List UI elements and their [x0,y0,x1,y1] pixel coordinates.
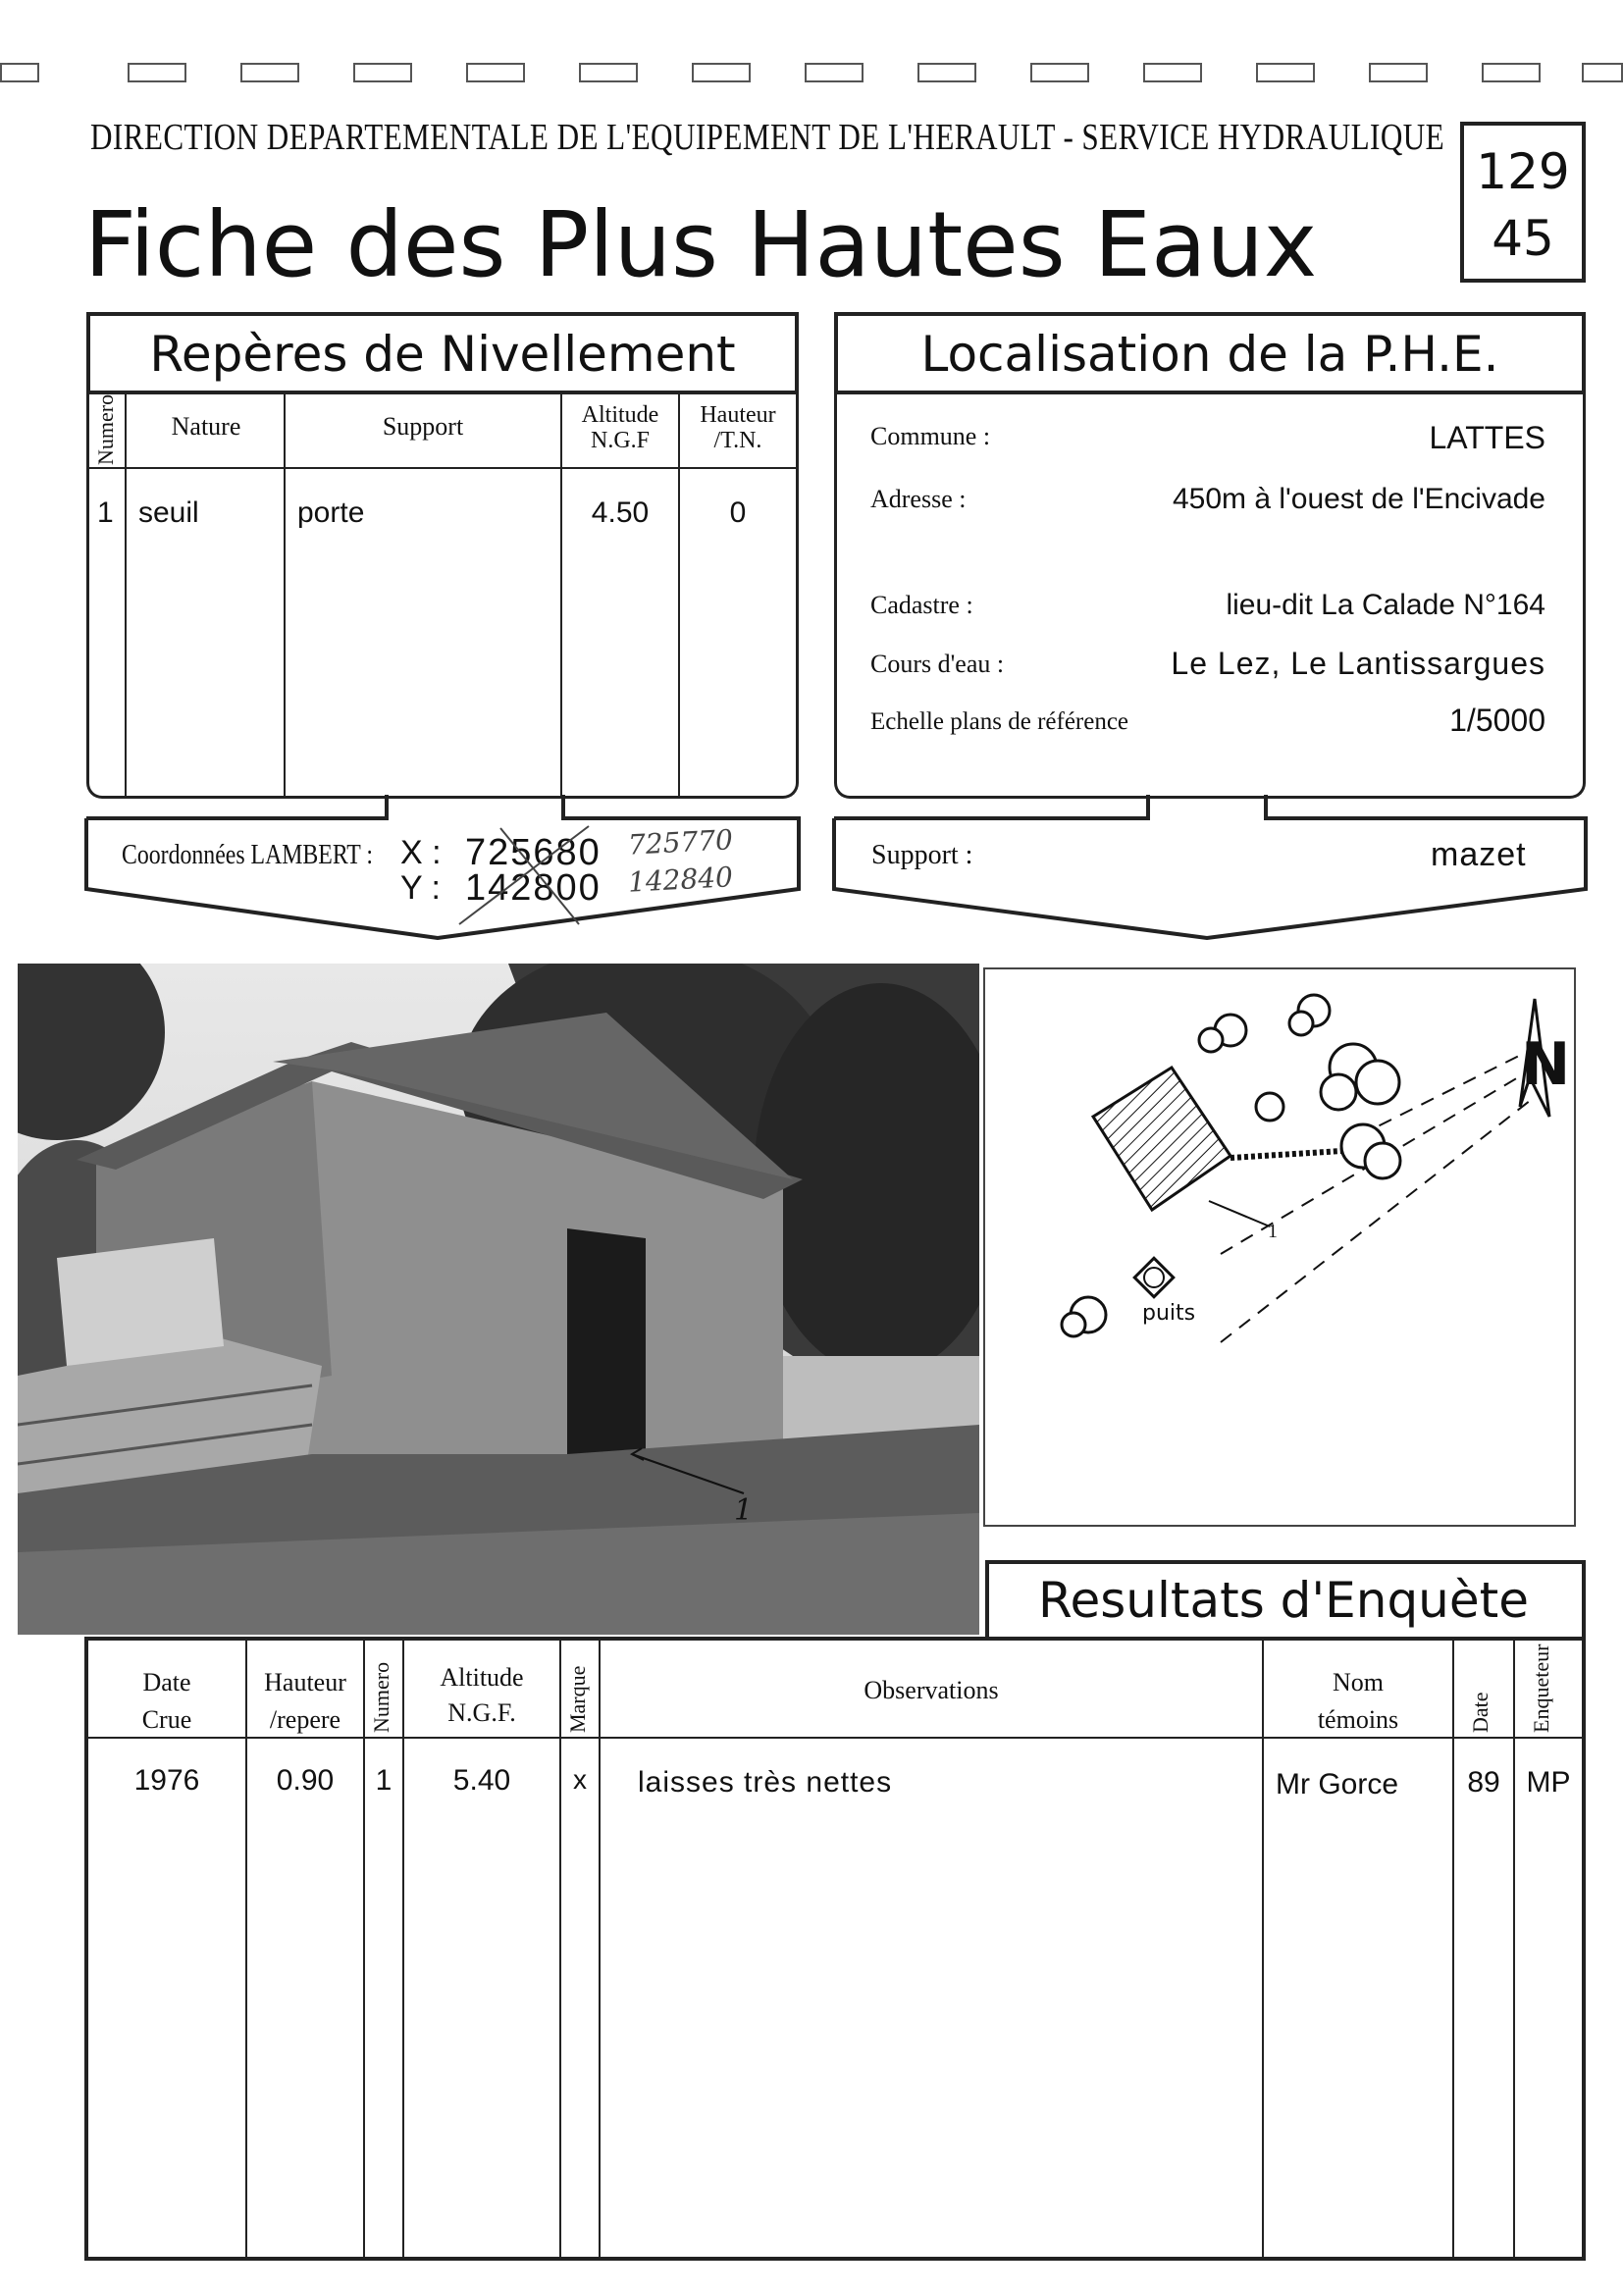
col-marque: Marque [565,1665,590,1733]
col-date-crue-line1: Date [142,1668,191,1696]
col-hauteur [247,1664,363,1739]
col-hauteur [680,402,796,453]
perforation [353,63,412,82]
col-hauteur-line1: Hauteur [264,1668,346,1696]
y-handwritten: 142840 [627,861,734,899]
col-observations: Observations [864,1676,999,1704]
site-photograph [18,964,979,1635]
row-enqueteur: MP [1526,1766,1571,1799]
row-nature: seuil [138,496,199,529]
row-marque: x [573,1764,587,1795]
row-altitude: 4.50 [591,496,650,529]
photo-marker: 1 [734,1493,754,1528]
col-hauteur-line1: Hauteur [700,402,776,428]
department-header: DIRECTION DEPARTEMENTALE DE L'EQUIPEMENT DE L'HERAULT - SERVICE HYDRAULIQUE [90,117,1445,158]
page-title: Fiche des Plus Hautes Eaux [84,192,1318,297]
divider [284,394,286,797]
row-support: porte [297,496,365,529]
col-altitude-line2: N.G.F. [447,1698,516,1727]
divider [678,394,680,797]
localisation-heading-box [834,312,1586,394]
row-date: 89 [1467,1766,1500,1799]
col-altitude-line2: N.G.F [590,428,650,453]
adresse-label: Adresse : [870,485,967,513]
north-label: N [1521,1030,1571,1099]
cadastre-value: lieu-dit La Calade N°164 [1226,589,1545,621]
perforation [1582,63,1623,82]
row-numero: 1 [97,496,114,529]
divider [1513,1641,1515,2257]
col-date-crue-line2: Crue [141,1705,192,1734]
col-nom-temoins [1264,1664,1452,1739]
perforation [1030,63,1089,82]
cours-label: Cours d'eau : [870,650,1005,678]
col-altitude [562,402,678,453]
y-value: 142800 [465,867,602,909]
plan-drawing [985,969,1574,1525]
row-hauteur: 0 [729,496,747,529]
divider [402,1641,404,2257]
adresse-value: 450m à l'ouest de l'Encivade [1172,483,1545,515]
col-support: Support [382,412,464,441]
divider [125,394,127,797]
cadastre-label: Cadastre : [870,591,973,619]
perforation [579,63,638,82]
x-handwritten: 725770 [627,823,734,861]
resultats-table [84,1637,1586,2261]
cours-value: Le Lez, Le Lantissargues [1171,646,1545,681]
col-nature: Nature [171,412,241,441]
col-date-crue [88,1664,245,1739]
col-hauteur-line2: /repere [269,1705,341,1734]
divider [363,1641,365,2257]
support-value: mazet [1431,836,1527,873]
col-nom-line1: Nom [1333,1668,1384,1696]
col-altitude [404,1660,559,1731]
reference-number-bottom: 45 [1492,210,1554,267]
col-numero: Numero [93,393,118,465]
perforation [240,63,299,82]
localisation-panel [834,394,1586,799]
perforation [1369,63,1428,82]
perforation [805,63,864,82]
row-date-crue: 1976 [133,1764,200,1797]
commune-value: LATTES [1429,420,1545,455]
resultats-heading: Resultats d'Enquète [1038,1572,1529,1629]
perforation [128,63,186,82]
col-altitude-line1: Altitude [440,1663,524,1692]
support-label: Support : [871,840,973,870]
divider [599,1641,601,2257]
row-hauteur: 0.90 [276,1764,335,1797]
perforation [466,63,525,82]
row-altitude: 5.40 [452,1764,511,1797]
row-temoins: Mr Gorce [1276,1768,1399,1800]
reperes-heading-box [86,312,799,394]
divider [560,394,562,797]
row-numero: 1 [375,1764,393,1797]
row-observations: laisses très nettes [638,1766,893,1799]
divider [89,467,796,469]
x-value: 725680 [465,832,602,873]
resultats-heading-box [985,1560,1586,1641]
reference-box [1460,122,1586,283]
divider [559,1641,561,2257]
col-enqueteur: Enqueteur [1529,1644,1553,1733]
perforation [1482,63,1541,82]
reperes-table [86,394,799,799]
col-altitude-line1: Altitude [581,402,659,428]
x-label: X : [400,834,442,871]
col-numero: Numero [369,1661,393,1733]
localisation-heading: Localisation de la P.H.E. [920,326,1499,383]
perforation [917,63,976,82]
puits-label: puits [1142,1301,1196,1326]
col-nom-line2: témoins [1317,1705,1399,1734]
commune-label: Commune : [870,422,991,450]
site-plan [983,967,1576,1527]
reference-number-top: 129 [1476,143,1570,200]
strike-through [451,822,599,930]
perforation [0,63,39,82]
lambert-label: Coordonnées LAMBERT : [122,840,373,870]
divider [1452,1641,1454,2257]
perforation [1256,63,1315,82]
reperes-heading: Repères de Nivellement [149,326,736,383]
col-hauteur-line2: /T.N. [713,428,762,453]
perforation [1143,63,1202,82]
photo-image [18,964,979,1635]
y-label: Y : [400,869,441,907]
echelle-label: Echelle plans de référence [870,708,1129,735]
perforation [692,63,751,82]
plan-marker: 1 [1268,1221,1278,1242]
echelle-value: 1/5000 [1449,703,1545,738]
col-date: Date [1468,1692,1492,1733]
